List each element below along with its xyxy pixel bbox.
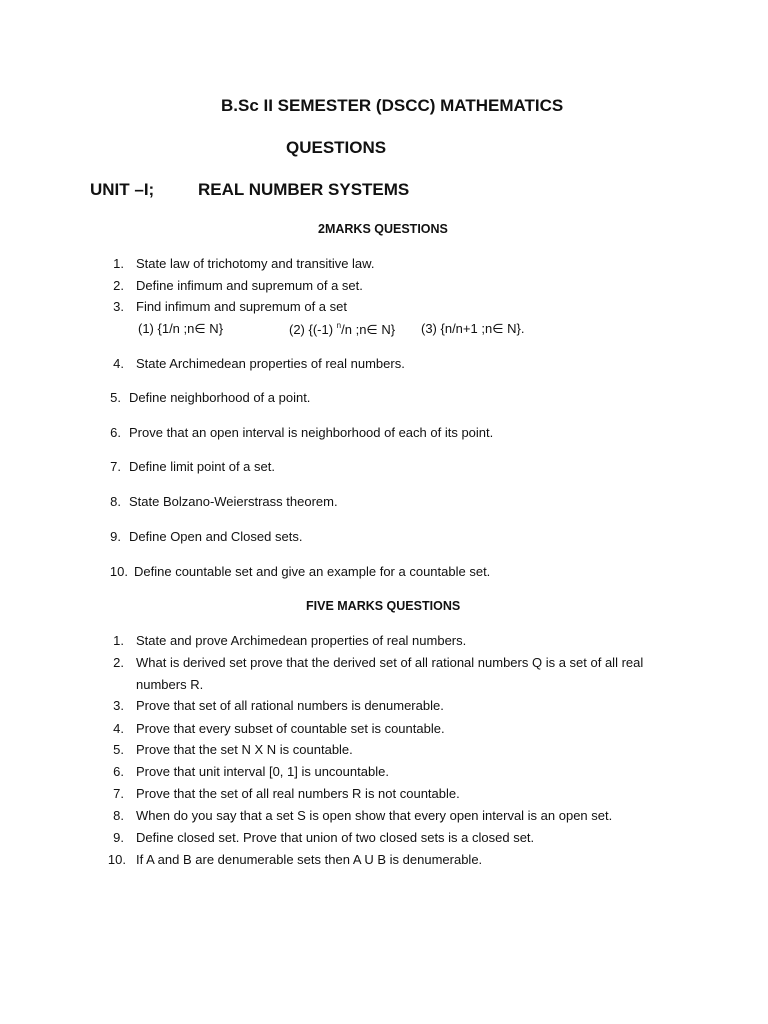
item-text: State and prove Archimedean properties of real numbers. <box>136 633 467 648</box>
item-number: 8. <box>113 808 124 823</box>
page-title: B.Sc II SEMESTER (DSCC) MATHEMATICS <box>221 96 564 115</box>
item-number: 10. <box>107 852 126 867</box>
questions-heading: QUESTIONS <box>286 138 387 157</box>
item-text: State law of trichotomy and transitive law. <box>136 256 375 271</box>
set-example-1: (1) {1/n ;n∈ N} <box>138 321 224 336</box>
item-text: Define infimum and supremum of a set. <box>136 278 363 293</box>
five-marks-heading: FIVE MARKS QUESTIONS <box>306 599 461 613</box>
item-number: 10. <box>109 564 128 579</box>
item-text: Prove that an open interval is neighborhood of each of its point. <box>129 425 494 440</box>
item-number: 6. <box>113 764 124 779</box>
item-text: Define countable set and give an example for a countable set. <box>134 564 491 579</box>
unit-label: UNIT –I; <box>90 180 155 199</box>
item-text: Prove that the set of all real numbers R is not countable. <box>136 786 460 801</box>
item-text: State Archimedean properties of real numbers. <box>136 356 405 371</box>
item-number: 1. <box>113 256 124 271</box>
item-number: 4. <box>113 356 124 371</box>
item-text: Define closed set. Prove that union of two closed sets is a closed set. <box>136 830 535 845</box>
item-text: Define Open and Closed sets. <box>129 529 303 544</box>
item-text: When do you say that a set S is open show that every open interval is an open set. <box>136 808 613 823</box>
item-text-continued: numbers R. <box>136 677 204 692</box>
item-number: 9. <box>113 830 124 845</box>
item-number: 3. <box>113 698 124 713</box>
item-number: 7. <box>113 786 124 801</box>
item-number: 3. <box>113 299 124 314</box>
item-number: 9. <box>110 529 121 544</box>
unit-name: REAL NUMBER SYSTEMS <box>198 180 410 199</box>
item-text: Prove that every subset of countable set is countable. <box>136 721 445 736</box>
item-text: Prove that the set N X N is countable. <box>136 742 353 757</box>
item-number: 5. <box>113 742 124 757</box>
set-example-3: (3) {n/n+1 ;n∈ N}. <box>421 321 525 336</box>
item-number: 2. <box>113 278 124 293</box>
item-text: Prove that unit interval [0, 1] is uncountable. <box>136 764 389 779</box>
item-text: Define limit point of a set. <box>129 459 275 474</box>
set-example-2: (2) {(-1) $^n$/n ;n∈ N} <box>289 321 396 337</box>
item-number: 5. <box>110 390 121 405</box>
item-number: 1. <box>113 633 124 648</box>
item-number: 2. <box>113 655 124 670</box>
item-number: 7. <box>110 459 121 474</box>
item-number: 6. <box>110 425 121 440</box>
item-text: Find infimum and supremum of a set <box>136 299 347 314</box>
item-text: If A and B are denumerable sets then A U B is denumerable. <box>136 852 483 867</box>
item-text: Define neighborhood of a point. <box>129 390 311 405</box>
item-text: State Bolzano-Weierstrass theorem. <box>129 494 338 509</box>
item-text: Prove that set of all rational numbers is denumerable. <box>136 698 444 713</box>
two-marks-heading: 2MARKS QUESTIONS <box>318 222 448 236</box>
item-number: 4. <box>113 721 124 736</box>
item-text: What is derived set prove that the derived set of all rational numbers Q is a set of all real <box>136 655 644 670</box>
item-number: 8. <box>110 494 121 509</box>
